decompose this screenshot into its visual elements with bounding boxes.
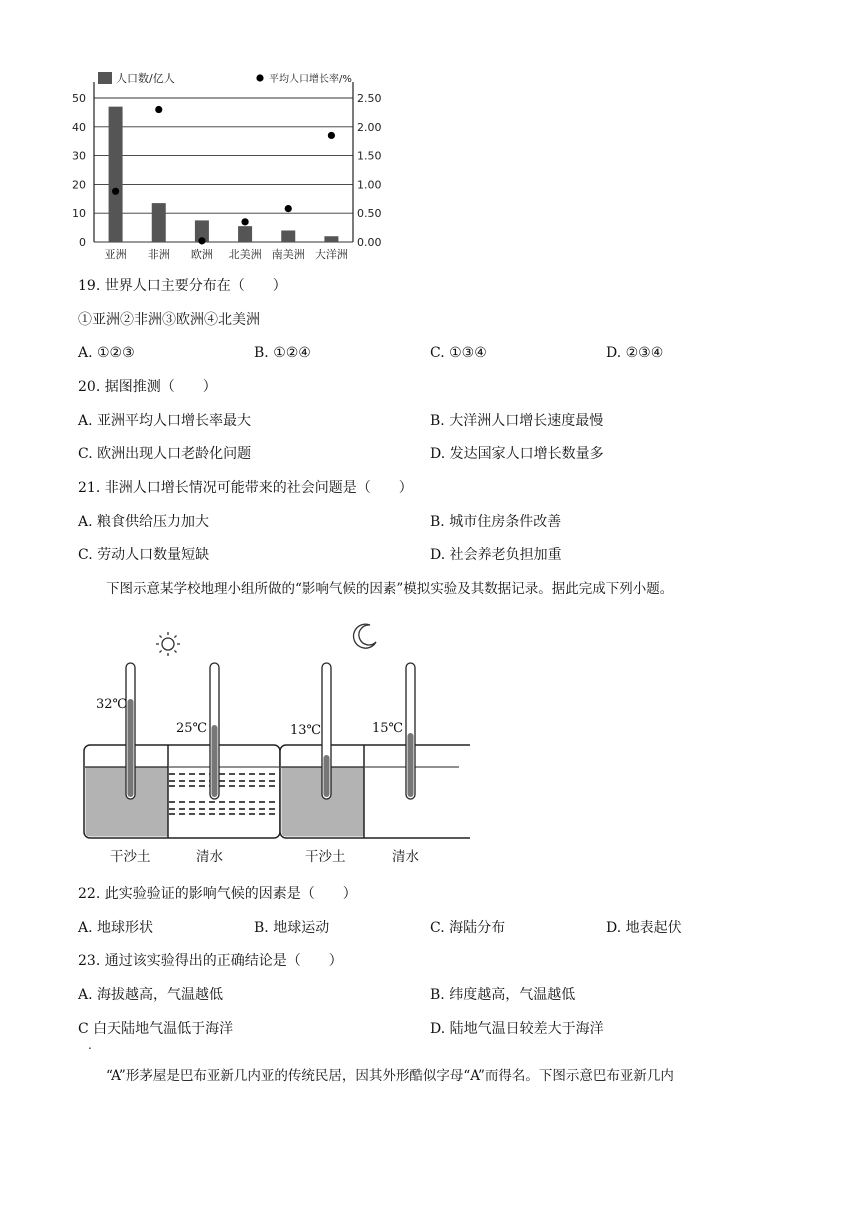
x-tick-label: 欧洲 xyxy=(190,248,213,261)
y-right-tick-label: 0.00 xyxy=(357,236,382,249)
experiment-svg xyxy=(70,615,470,870)
q19-option-d: D. ②③④ xyxy=(606,345,664,361)
day-water-thermometer xyxy=(210,663,219,799)
experiment-figure xyxy=(70,615,470,870)
y-left-tick-label: 50 xyxy=(72,92,86,105)
night-land-thermometer xyxy=(322,663,331,799)
q20-stem: 20. 据图推测（ ） xyxy=(78,379,217,395)
bar-亚洲 xyxy=(109,107,123,242)
sun-icon xyxy=(156,632,180,656)
stray-dot: . xyxy=(88,1038,92,1052)
q22-option-c: C. 海陆分布 xyxy=(430,920,506,936)
y-right-tick-label: 2.00 xyxy=(357,120,382,134)
q21-option-c: C. 劳动人口数量短缺 xyxy=(78,547,210,563)
q22-stem: 22. 此实验验证的影响气候的因素是（ ） xyxy=(78,886,357,902)
population-chart xyxy=(70,62,400,267)
moon-icon xyxy=(354,624,376,648)
q21-option-b: B. 城市住房条件改善 xyxy=(430,514,562,530)
day-water-temp: 25℃ xyxy=(176,721,208,736)
bar-北美洲 xyxy=(238,226,252,242)
y-left-tick-label: 20 xyxy=(72,178,86,192)
y-left-tick-label: 40 xyxy=(72,120,86,134)
q20-option-b: B. 大洋洲人口增长速度最慢 xyxy=(430,413,604,429)
y-left-tick-label: 10 xyxy=(72,207,86,221)
rate-dot-南美洲 xyxy=(285,205,292,212)
x-tick-label: 非洲 xyxy=(147,248,170,261)
q21-option-a: A. 粮食供给压力加大 xyxy=(78,514,210,530)
q23-option-c: C 白天陆地气温低于海洋 xyxy=(78,1021,234,1037)
bar-南美洲 xyxy=(281,230,295,242)
a-frame-intro: “A”形茅屋是巴布亚新几内亚的传统民居，因其外形酷似字母“A”而得名。下图示意巴布亚新几内 xyxy=(106,1068,674,1084)
night-container xyxy=(280,663,470,838)
legend-bar-label: 人口数/亿人 xyxy=(116,72,175,85)
night-water-thermometer xyxy=(406,663,415,799)
night-water-temp: 15℃ xyxy=(372,721,404,736)
q22-option-b: B. 地球运动 xyxy=(254,920,330,936)
q23-option-b: B. 纬度越高，气温越低 xyxy=(430,987,576,1003)
day-land-temp: 32℃ xyxy=(96,697,128,712)
rate-dot-亚洲 xyxy=(112,188,119,195)
x-tick-label: 亚洲 xyxy=(104,248,127,261)
q20-option-d: D. 发达国家人口增长数量多 xyxy=(430,446,604,462)
y-right-tick-label: 0.50 xyxy=(357,207,382,221)
legend-dot-label: 平均人口增长率/% xyxy=(269,74,352,85)
y-right-tick-label: 1.00 xyxy=(357,178,382,192)
q20-option-a: A. 亚洲平均人口增长率最大 xyxy=(78,413,252,429)
q23-option-d: D. 陆地气温日较差大于海洋 xyxy=(430,1021,604,1037)
q20-option-c: C. 欧洲出现人口老龄化问题 xyxy=(78,446,252,462)
x-tick-label: 南美洲 xyxy=(271,248,305,261)
y-right-tick-label: 2.50 xyxy=(357,92,382,105)
y-right-tick-label: 1.50 xyxy=(357,149,382,163)
x-tick-label: 大洋洲 xyxy=(314,248,348,261)
experiment-intro: 下图示意某学校地理小组所做的“影响气候的因素”模拟实验及其数据记录。据此完成下列小题。 xyxy=(106,581,674,597)
rate-dot-欧洲 xyxy=(198,237,205,244)
q22-option-a: A. 地球形状 xyxy=(78,920,154,936)
q19-option-b: B. ①②④ xyxy=(254,345,311,361)
legend-dot-swatch xyxy=(256,74,263,81)
legend-bar-swatch xyxy=(98,72,112,84)
y-left-tick-label: 30 xyxy=(72,149,86,163)
day-water-label: 清水 xyxy=(196,849,223,865)
q19-items: ①亚洲②非洲③欧洲④北美洲 xyxy=(78,312,260,328)
bar-大洋洲 xyxy=(324,236,338,242)
night-water-label: 清水 xyxy=(392,849,419,865)
rate-dot-大洋洲 xyxy=(328,132,335,139)
q22-option-d: D. 地表起伏 xyxy=(606,920,682,936)
night-land-temp: 13℃ xyxy=(290,723,322,738)
night-land-label: 干沙土 xyxy=(305,849,346,865)
q19-stem: 19. 世界人口主要分布在（ ） xyxy=(78,278,287,294)
q23-stem: 23. 通过该实验得出的正确结论是（ ） xyxy=(78,953,343,969)
population-chart-svg xyxy=(70,62,400,267)
day-container xyxy=(84,663,280,838)
q21-option-d: D. 社会养老负担加重 xyxy=(430,547,562,563)
rate-dot-非洲 xyxy=(155,106,162,113)
day-land-label: 干沙土 xyxy=(110,849,151,865)
rate-dot-北美洲 xyxy=(241,218,248,225)
y-left-tick-label: 0 xyxy=(79,236,86,249)
x-tick-label: 北美洲 xyxy=(228,248,262,261)
q19-option-c: C. ①③④ xyxy=(430,345,487,361)
bar-非洲 xyxy=(152,203,166,242)
q23-option-a: A. 海拔越高，气温越低 xyxy=(78,987,224,1003)
q21-stem: 21. 非洲人口增长情况可能带来的社会问题是（ ） xyxy=(78,480,413,496)
q19-option-a: A. ①②③ xyxy=(78,345,135,361)
day-land-thermometer xyxy=(126,663,135,799)
